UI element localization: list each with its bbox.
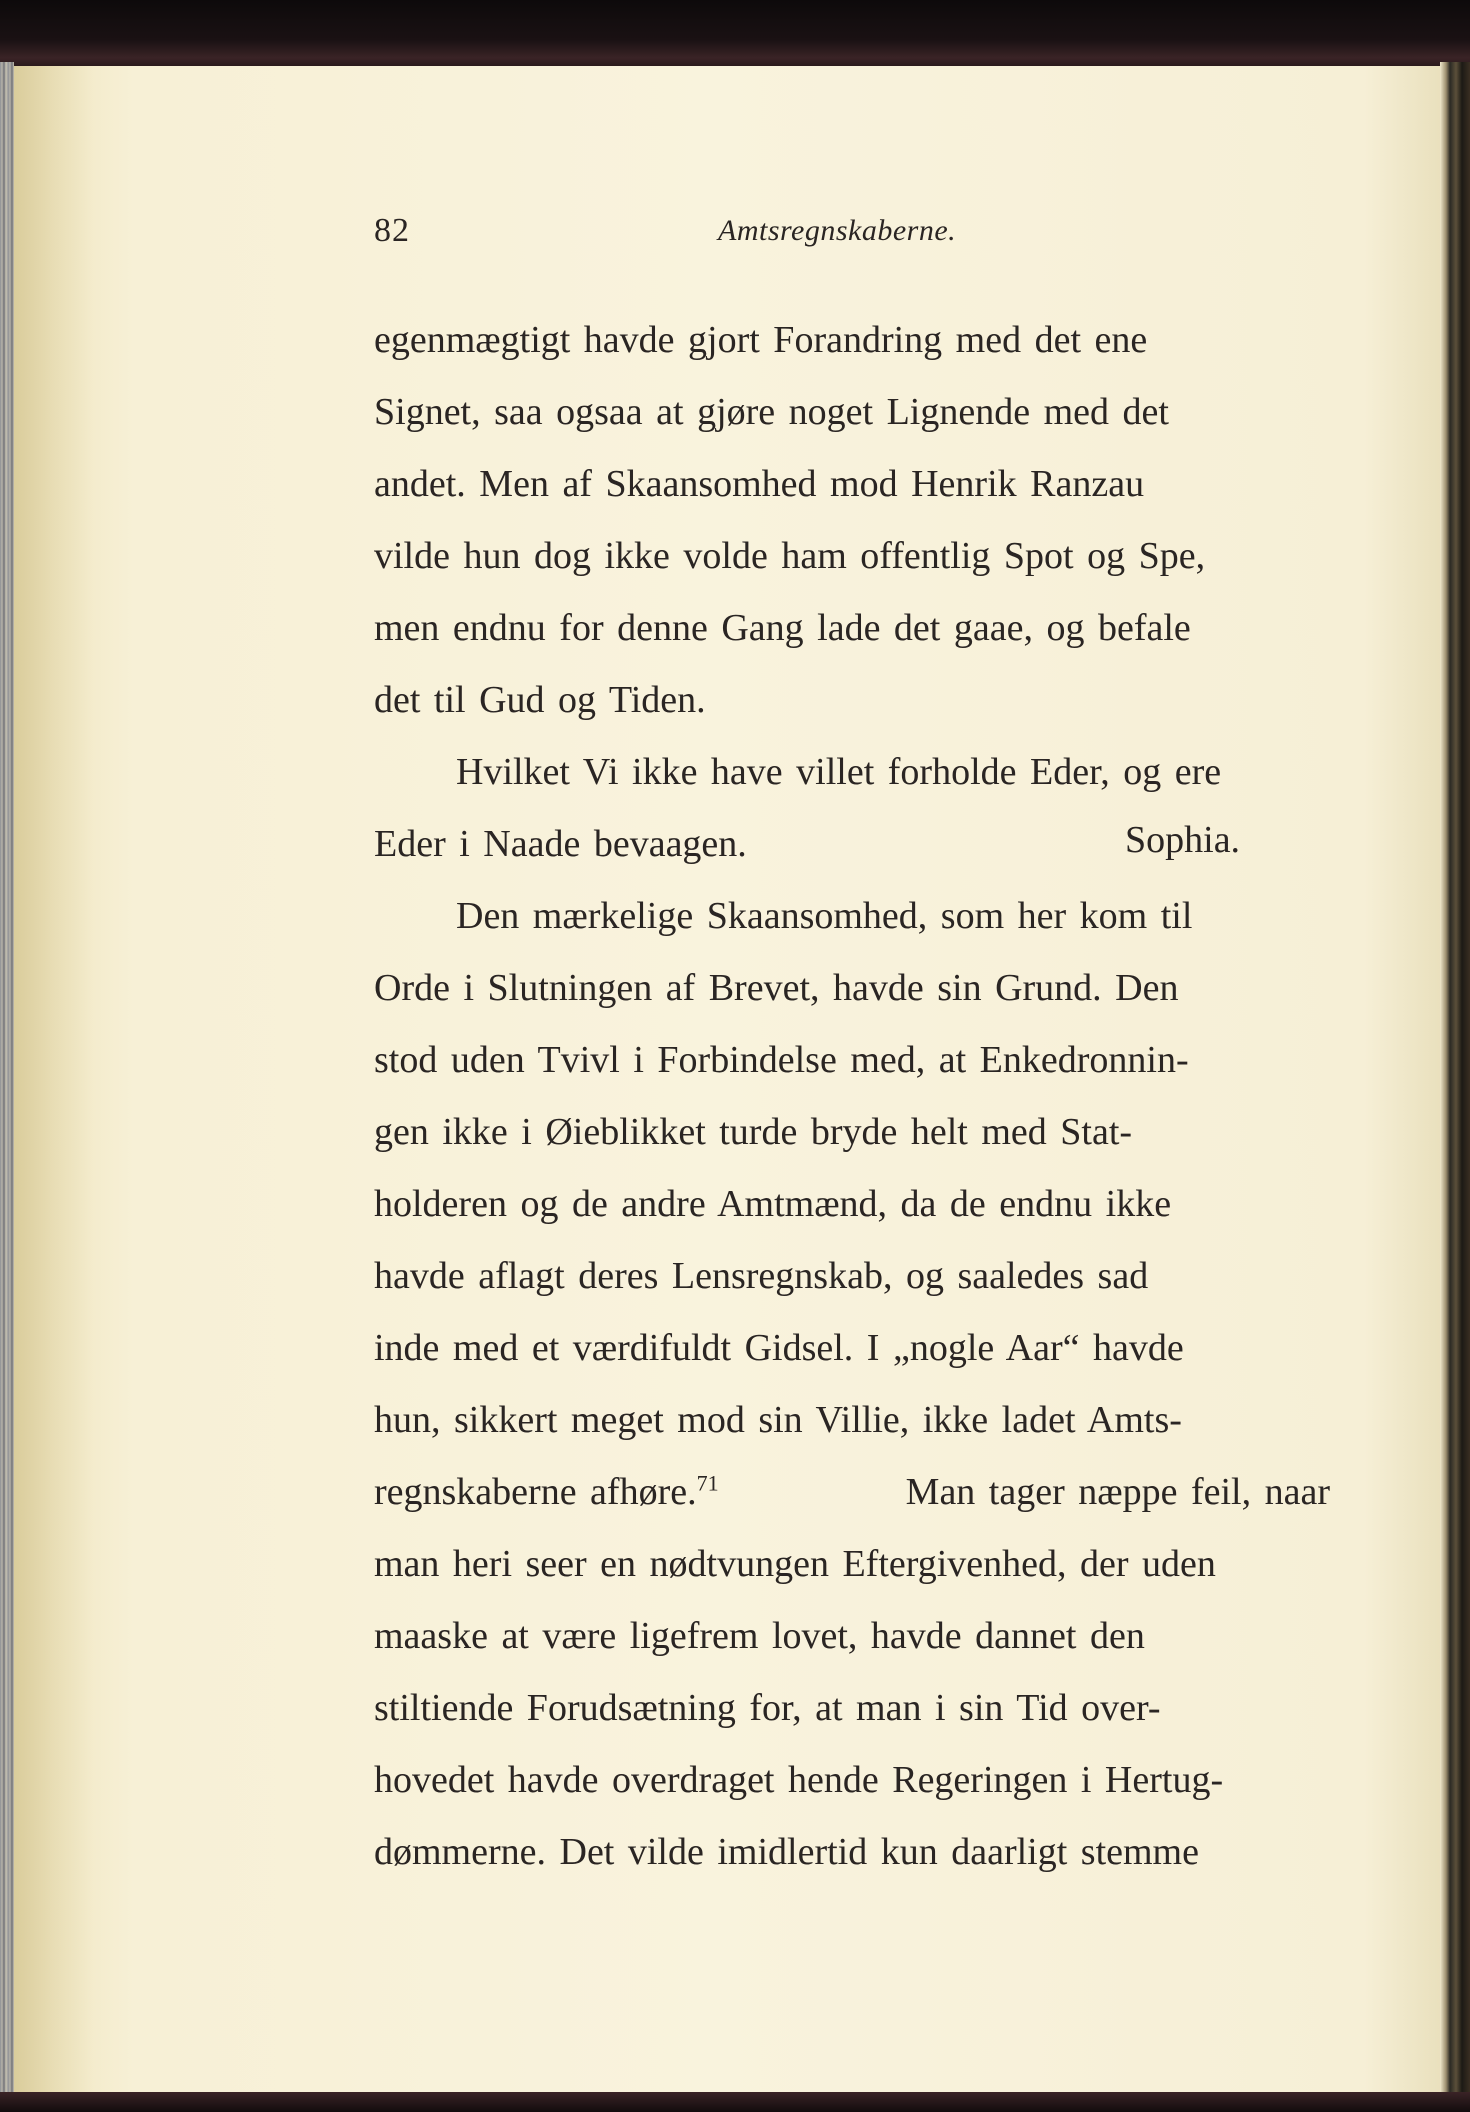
text-line: hovedet havde overdraget hende Regeringen i Hertug-: [374, 1759, 1224, 1801]
text-line: vilde hun dog ikke volde ham offentlig Spot og Spe,: [374, 535, 1206, 577]
page-number: 82: [374, 212, 410, 249]
text-line: egenmægtigt havde gjort Forandring med det ene: [374, 319, 1148, 361]
text-line: stod uden Tvivl i Forbindelse med, at Enkedronnin-: [374, 1039, 1189, 1081]
page-header: [374, 200, 1330, 260]
left-page-edge: [0, 62, 14, 2094]
footnote-reference: 71: [696, 1470, 719, 1496]
top-binding-edge: [0, 0, 1470, 66]
text-line: hun, sikkert meget mod sin Villie, ikke ladet Amts-: [374, 1399, 1182, 1441]
text-line-content: Eder i Naade bevaagen.: [374, 823, 747, 865]
text-line-with-signature: [374, 808, 1330, 880]
text-line: men endnu for denne Gang lade det gaae, og befale: [374, 607, 1191, 649]
right-binding-edge: [1440, 62, 1470, 2094]
text-line: holderen og de andre Amtmænd, da de endnu ikke: [374, 1183, 1172, 1225]
text-line: andet. Men af Skaansomhed mod Henrik Ranzau: [374, 463, 1145, 505]
text-line: inde med et værdifuldt Gidsel. I „nogle Aar“ havde: [374, 1327, 1184, 1369]
text-line: Hvilket Vi ikke have villet forholde Eder, og ere: [456, 751, 1222, 793]
body-text: [374, 304, 1330, 1888]
text-line: Den mærkelige Skaansomhed, som her kom til: [456, 895, 1193, 937]
text-line: man heri seer en nødtvungen Eftergivenhed, der uden: [374, 1543, 1216, 1585]
text-line: dømmerne. Det vilde imidlertid kun daarligt stemme: [374, 1831, 1199, 1873]
text-line: stiltiende Forudsætning for, at man i sin Tid over-: [374, 1687, 1161, 1729]
text-line: Orde i Slutningen af Brevet, havde sin Grund. Den: [374, 967, 1179, 1009]
bottom-binding-edge: [0, 2092, 1470, 2112]
text-line: gen ikke i Øieblikket turde bryde helt med Stat-: [374, 1111, 1133, 1153]
gutter-shadow: [14, 66, 94, 2092]
text-line: Signet, saa ogsaa at gjøre noget Lignende med det: [374, 391, 1169, 433]
text-line: maaske at være ligefrem lovet, havde dannet den: [374, 1615, 1145, 1657]
letter-signature: Sophia.: [1125, 819, 1241, 861]
text-line: havde aflagt deres Lensregnskab, og saaledes sad: [374, 1255, 1149, 1297]
text-line: det til Gud og Tiden.: [374, 679, 706, 721]
text-line-start: regnskaberne afhøre.$^{71}$: [374, 1470, 719, 1513]
text-line-with-footnote: [374, 1456, 1330, 1528]
running-head: Amtsregnskaberne.: [718, 214, 957, 247]
text-line-end: Man tager næppe feil, naar: [905, 1471, 1330, 1513]
